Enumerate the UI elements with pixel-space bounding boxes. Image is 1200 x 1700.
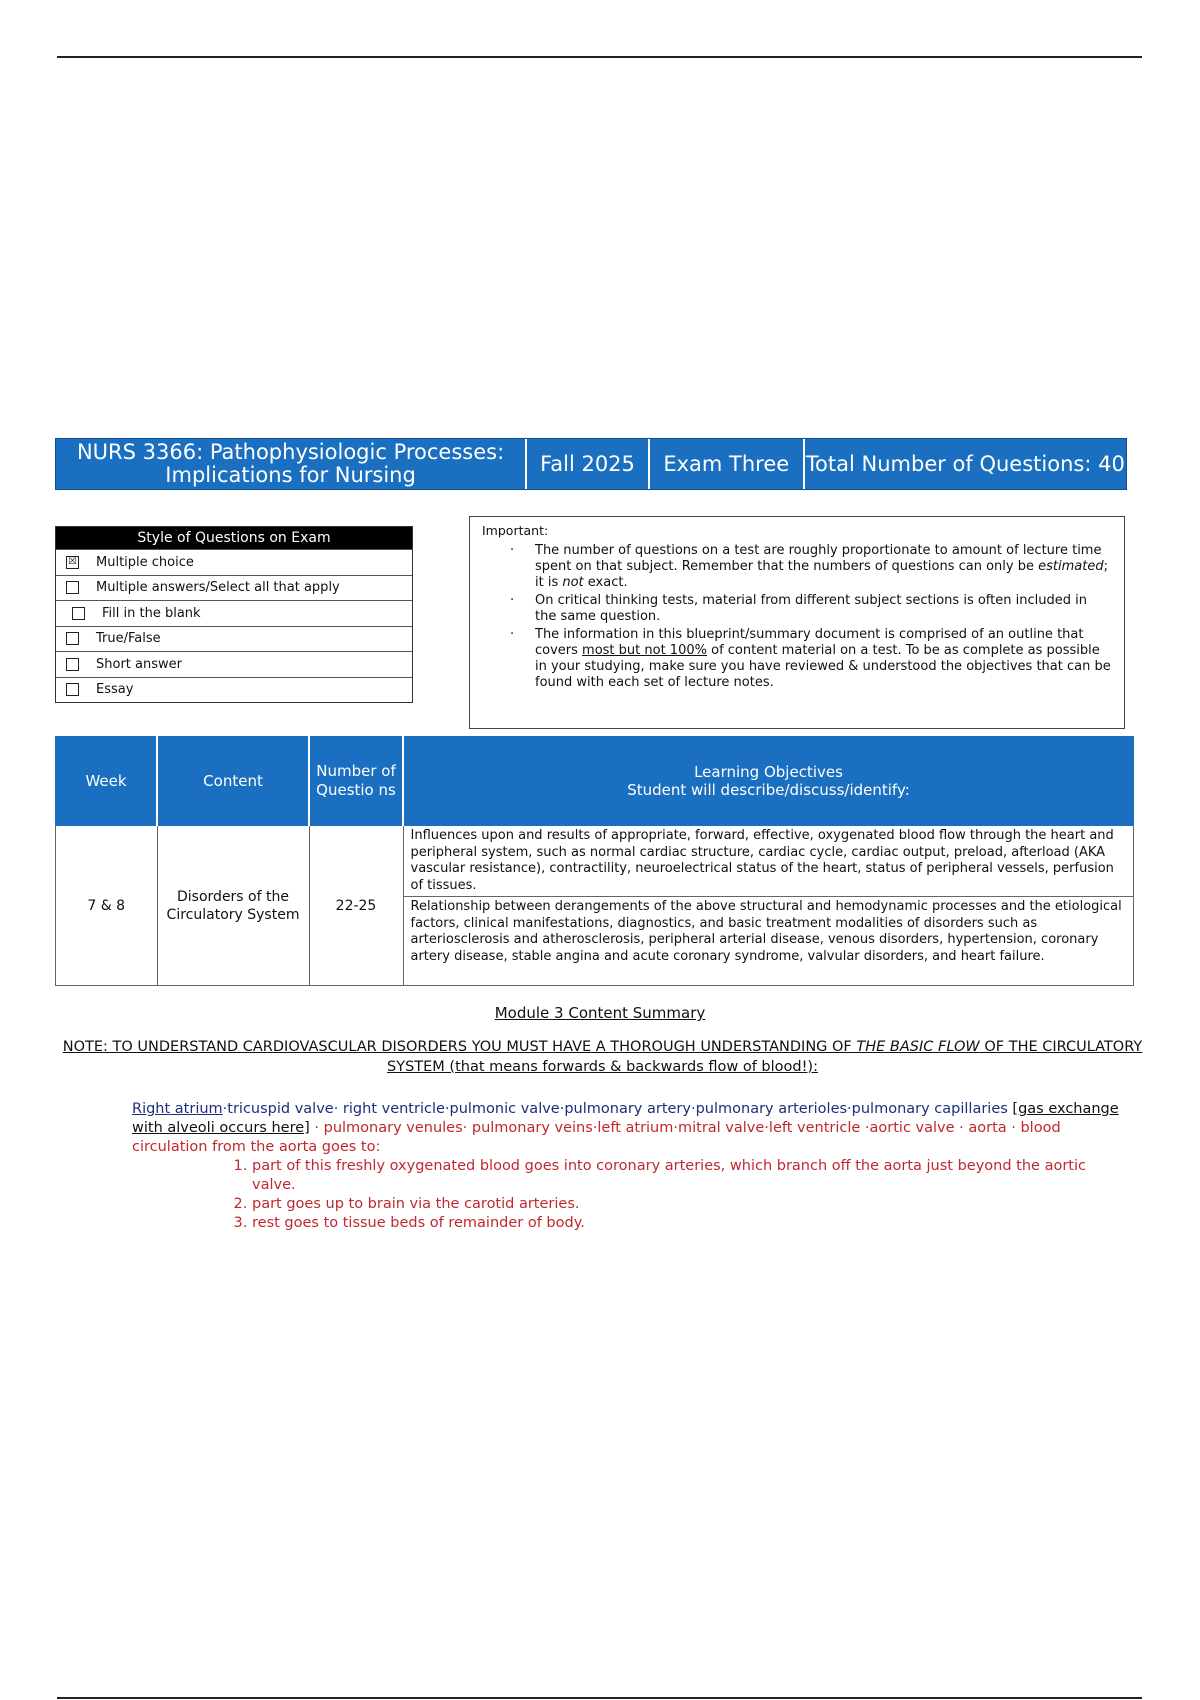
number-cell: 22-25 bbox=[309, 826, 403, 986]
header-objectives: Learning Objectives Student will describe/discuss/identify: bbox=[403, 737, 1134, 826]
checkbox-icon bbox=[66, 581, 79, 594]
checkbox-checked-icon: ☒ bbox=[66, 556, 79, 569]
style-option bbox=[56, 626, 412, 652]
blood-flow-sequence bbox=[132, 1100, 1122, 1233]
important-bullet: · On critical thinking tests, material from different subject sections is often included in the same question. bbox=[482, 593, 1112, 625]
header-week: Week bbox=[56, 737, 158, 826]
flow-start: Right atrium bbox=[132, 1101, 223, 1117]
style-option bbox=[56, 600, 412, 626]
style-option bbox=[56, 651, 412, 677]
content-cell: Disorders of the Circulatory System bbox=[157, 826, 309, 986]
style-option bbox=[56, 677, 412, 703]
table-row bbox=[56, 826, 1134, 897]
checkbox-icon bbox=[66, 683, 79, 696]
module-summary-title: Module 3 Content Summary bbox=[494, 1004, 706, 1022]
style-option bbox=[56, 575, 412, 601]
objective-cell: Influences upon and results of appropriate, forward, effective, oxygenated blood flow through the heart and peripheral system, such as normal cardiac structure, cardiac cycle, cardiac output, preload, afterload (AKA vascular resistance), contractility, neuroelectrical status of the heart, status of peripheral vessels, perfusion of tissues. bbox=[403, 826, 1134, 897]
important-title: Important: bbox=[482, 523, 549, 538]
course-title: NURS 3366: Pathophysiologic Processes: Implications for Nursing bbox=[56, 439, 527, 489]
bottom-rule bbox=[57, 1697, 1142, 1699]
header-content: Content bbox=[157, 737, 309, 826]
exam-name: Exam Three bbox=[650, 439, 805, 489]
total-questions: Total Number of Questions: 40 bbox=[805, 451, 1125, 476]
important-bullet: · The information in this blueprint/summary document is comprised of an outline that covers most but not 100% of content material on a test. To be as complete as possible in your studying, make sure you have reviewed & understood the objectives that can be found with each set of lecture notes. bbox=[482, 627, 1112, 691]
header-number: Number of Questio ns bbox=[309, 737, 403, 826]
style-option-label: True/False bbox=[96, 631, 161, 647]
aorta-destinations bbox=[132, 1157, 1122, 1233]
list-item: 1. part of this freshly oxygenated blood goes into coronary arteries, which branch off the aorta just beyond the aortic valve. bbox=[252, 1157, 1122, 1195]
style-option-label: Short answer bbox=[96, 656, 182, 672]
circulation-note: NOTE: TO UNDERSTAND CARDIOVASCULAR DISORDERS YOU MUST HAVE A THOROUGH UNDERSTANDING OF THE BASIC FLOW OF THE CIRCULATORY SYSTEM (that means forwards & backwards flow of blood!): bbox=[62, 1039, 1143, 1075]
style-option bbox=[56, 549, 412, 575]
exam-banner bbox=[55, 438, 1127, 490]
flow-blue-segment: ·tricuspid valve· right ventricle·pulmonic valve·pulmonary artery·pulmonary arterioles·pulmonary capillaries bbox=[222, 1101, 1013, 1117]
checkbox-icon bbox=[72, 607, 85, 620]
term: Fall 2025 bbox=[527, 439, 650, 489]
important-bullet: · The number of questions on a test are roughly proportionate to amount of lecture time spent on that subject. Remember that the numbers of questions can only be estimated; it is not exact. bbox=[482, 543, 1112, 591]
top-rule bbox=[57, 56, 1142, 58]
question-style-box bbox=[55, 526, 413, 703]
list-item: 3. rest goes to tissue beds of remainder of body. bbox=[252, 1214, 1122, 1233]
week-cell: 7 & 8 bbox=[56, 826, 158, 986]
style-option-label: Multiple choice bbox=[96, 554, 194, 570]
style-option-label: Multiple answers/Select all that apply bbox=[96, 580, 340, 596]
important-box bbox=[469, 516, 1125, 729]
objective-cell: Relationship between derangements of the above structural and hemodynamic processes and the etiological factors, clinical manifestations, diagnostics, and basic treatment modalities of disorders such as arteriosclerosis and atherosclerosis, peripheral arterial disease, venous disorders, hypertension, coronary artery disease, stable angina and acute coronary syndrome, valvular disorders, and heart failure. bbox=[403, 897, 1134, 986]
flow-gas-exchange: [gas exchange with alveoli occurs here] bbox=[132, 1101, 1119, 1136]
flow-red-segment: · pulmonary venules· pulmonary veins·left atrium·mitral valve·left ventricle ·aortic valve · aorta · blood circulation from the aorta goes to: bbox=[132, 1120, 1061, 1155]
checkbox-icon bbox=[66, 632, 79, 645]
checkbox-icon bbox=[66, 658, 79, 671]
list-item: 2. part goes up to brain via the carotid arteries. bbox=[252, 1195, 1122, 1214]
style-box-header: Style of Questions on Exam bbox=[56, 527, 412, 549]
style-option-label: Fill in the blank bbox=[102, 605, 201, 621]
learning-objectives-table bbox=[55, 736, 1134, 986]
style-option-label: Essay bbox=[96, 682, 134, 698]
